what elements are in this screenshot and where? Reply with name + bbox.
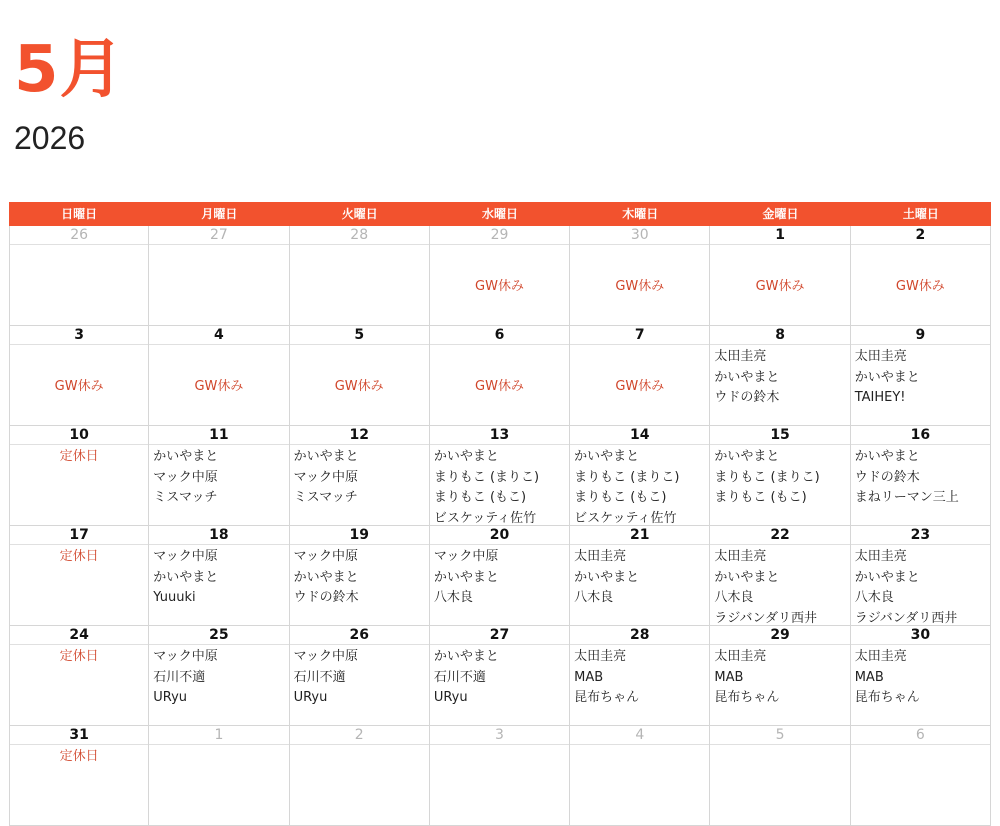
- day-cell[interactable]: [570, 526, 710, 626]
- day-cell[interactable]: [710, 626, 850, 726]
- day-cell[interactable]: [710, 526, 850, 626]
- performer-name: MAB: [714, 669, 744, 685]
- day-number: 31: [10, 726, 148, 745]
- day-number: 10: [10, 426, 148, 445]
- performer-name: マック中原: [293, 469, 359, 485]
- weekday-mon: 月曜日: [201, 207, 238, 221]
- day-cell[interactable]: [149, 326, 289, 426]
- day-number: 7: [570, 326, 709, 345]
- performer-name: かいやまと: [574, 569, 640, 585]
- performer-name: かいやまと: [433, 569, 499, 585]
- day-cell[interactable]: [710, 726, 850, 826]
- performer-name: 昆布ちゃん: [574, 690, 640, 705]
- performer-name: ウドの鈴木: [714, 390, 780, 405]
- day-cell[interactable]: [710, 326, 850, 426]
- day-number: 24: [10, 626, 148, 645]
- performer-name: かいやまと: [574, 449, 640, 464]
- day-cell[interactable]: [149, 626, 289, 726]
- performer-name: かいやまと: [433, 449, 499, 464]
- day-cell[interactable]: [290, 426, 430, 526]
- weekday-wed: 水曜日: [481, 207, 518, 221]
- performer-list: [290, 645, 429, 709]
- weekday-thu: 木曜日: [622, 207, 659, 221]
- day-cell[interactable]: [570, 326, 710, 426]
- performer-name: マック中原: [153, 469, 218, 485]
- day-cell[interactable]: [9, 726, 149, 826]
- calendar-grid: [9, 202, 991, 826]
- performer-name: 太田圭亮: [574, 549, 627, 564]
- week-row: [9, 226, 991, 326]
- performer-name: 太田圭亮: [714, 349, 767, 364]
- performer-list: [570, 445, 709, 526]
- holiday-label: GW休み: [615, 379, 665, 394]
- performer-list: [851, 345, 990, 409]
- day-number: 2: [290, 726, 429, 745]
- day-cell[interactable]: [851, 326, 991, 426]
- performer-name: かいやまと: [153, 569, 219, 585]
- day-cell[interactable]: [710, 226, 850, 326]
- performer-name: 八木良: [433, 590, 473, 605]
- weekday-sat: 土曜日: [902, 207, 939, 221]
- performer-list: [290, 545, 429, 609]
- performer-name: ウドの鈴木: [293, 590, 359, 605]
- week-row: [9, 326, 991, 426]
- performer-name: 太田圭亮: [714, 649, 767, 664]
- performer-list: [851, 445, 990, 509]
- performer-name: かいやまと: [854, 369, 920, 385]
- day-cell[interactable]: [9, 626, 149, 726]
- week-row: [9, 626, 991, 726]
- performer-name: かいやまと: [714, 569, 780, 585]
- performer-list: [430, 545, 569, 609]
- performer-list: [149, 545, 288, 609]
- week-row: [9, 726, 991, 826]
- day-cell[interactable]: [570, 726, 710, 826]
- day-number: 14: [570, 426, 709, 445]
- performer-list: [570, 645, 709, 709]
- day-number: 17: [10, 526, 148, 545]
- weekday-fri: 金曜日: [762, 207, 799, 221]
- closed-day-label: 定休日: [59, 449, 99, 464]
- performer-name: マック中原: [153, 549, 218, 564]
- weekday-sun: 日曜日: [61, 207, 98, 221]
- day-number: 29: [430, 226, 569, 245]
- performer-name: まねリーマン三上: [854, 490, 959, 505]
- performer-name: 太田圭亮: [854, 549, 907, 564]
- day-cell[interactable]: [290, 526, 430, 626]
- performer-name: 石川不適: [433, 669, 486, 685]
- performer-name: ビスケッティ佐竹: [433, 510, 537, 526]
- closed-day-label: 定休日: [59, 549, 99, 564]
- performer-list: [710, 345, 849, 409]
- performer-name: マック中原: [433, 549, 499, 564]
- day-number: 25: [149, 626, 288, 645]
- day-number: 4: [570, 726, 709, 745]
- performer-name: かいやまと: [854, 449, 920, 464]
- performer-name: 八木良: [854, 590, 894, 605]
- day-number: 5: [710, 726, 849, 745]
- holiday-label: GW休み: [615, 279, 665, 294]
- performer-list: [710, 445, 849, 509]
- performer-name: 太田圭亮: [854, 649, 907, 664]
- week-row: [9, 426, 991, 526]
- day-number: 28: [570, 626, 709, 645]
- holiday-label: GW休み: [475, 279, 524, 294]
- day-cell[interactable]: [430, 626, 570, 726]
- closed-day-label: 定休日: [59, 749, 99, 764]
- weeks-container: [9, 226, 991, 826]
- day-cell[interactable]: [851, 426, 991, 526]
- performer-name: まりもこ (もこ): [574, 490, 667, 505]
- day-cell[interactable]: [430, 526, 570, 626]
- performer-name: 昆布ちゃん: [714, 690, 780, 705]
- holiday-label: GW休み: [334, 379, 384, 394]
- day-cell[interactable]: [149, 226, 289, 326]
- day-number: 26: [10, 226, 148, 245]
- year-label: 2026: [14, 120, 86, 156]
- performer-name: URyu: [153, 690, 188, 705]
- weekday-header: [9, 202, 991, 226]
- day-cell[interactable]: [149, 526, 289, 626]
- day-number: 21: [570, 526, 709, 545]
- day-cell[interactable]: [851, 226, 991, 326]
- day-number: 5: [290, 326, 429, 345]
- performer-list: [149, 445, 288, 509]
- performer-name: ウドの鈴木: [854, 469, 920, 485]
- day-cell[interactable]: [9, 526, 149, 626]
- day-number: 23: [851, 526, 990, 545]
- day-number: 8: [710, 326, 849, 345]
- day-cell[interactable]: [9, 226, 149, 326]
- performer-name: MAB: [854, 669, 884, 685]
- day-number: 6: [430, 326, 569, 345]
- day-cell[interactable]: [290, 326, 430, 426]
- holiday-label: GW休み: [54, 379, 104, 394]
- day-cell[interactable]: [430, 426, 570, 526]
- day-cell[interactable]: [570, 226, 710, 326]
- day-cell[interactable]: [290, 626, 430, 726]
- day-number: 3: [10, 326, 148, 345]
- performer-list: [710, 645, 849, 709]
- holiday-label: GW休み: [895, 279, 945, 294]
- day-cell[interactable]: [9, 326, 149, 426]
- performer-name: マック中原: [293, 649, 359, 664]
- weekday-tue: 火曜日: [341, 207, 378, 221]
- performer-list: [149, 645, 288, 709]
- performer-list: [851, 645, 990, 709]
- performer-name: かいやまと: [153, 449, 219, 464]
- performer-name: MAB: [574, 669, 604, 685]
- performer-name: かいやまと: [714, 369, 780, 385]
- performer-list: [710, 545, 849, 626]
- performer-name: ラジバンダリ西井: [854, 610, 958, 626]
- month-title: 5月: [14, 33, 125, 107]
- day-number: 22: [710, 526, 849, 545]
- performer-name: まりもこ (まりこ): [714, 469, 820, 485]
- performer-name: 昆布ちゃん: [854, 690, 920, 705]
- day-number: 9: [851, 326, 990, 345]
- performer-name: かいやまと: [293, 569, 359, 585]
- day-number: 11: [149, 426, 288, 445]
- performer-name: Yuuuki: [153, 590, 196, 605]
- day-cell[interactable]: [710, 426, 850, 526]
- day-number: 28: [290, 226, 429, 245]
- day-number: 18: [149, 526, 288, 545]
- closed-day-label: 定休日: [59, 649, 99, 664]
- performer-name: まりもこ (もこ): [433, 490, 527, 505]
- day-number: 30: [851, 626, 990, 645]
- performer-list: [290, 445, 429, 509]
- performer-name: かいやまと: [293, 449, 359, 464]
- day-cell[interactable]: [430, 726, 570, 826]
- day-number: 12: [290, 426, 429, 445]
- day-cell[interactable]: [570, 426, 710, 526]
- performer-name: 太田圭亮: [574, 649, 627, 664]
- day-cell[interactable]: [430, 326, 570, 426]
- performer-name: マック中原: [153, 649, 218, 664]
- performer-list: [430, 445, 569, 526]
- day-number: 27: [149, 226, 288, 245]
- day-number: 20: [430, 526, 569, 545]
- performer-name: まりもこ (もこ): [714, 490, 807, 505]
- day-cell[interactable]: [149, 426, 289, 526]
- performer-name: ラジバンダリ西井: [714, 610, 817, 626]
- day-number: 4: [149, 326, 288, 345]
- day-cell[interactable]: [290, 226, 430, 326]
- day-cell[interactable]: [851, 626, 991, 726]
- day-number: 2: [851, 226, 990, 245]
- day-cell[interactable]: [149, 726, 289, 826]
- performer-name: かいやまと: [714, 449, 780, 464]
- performer-list: [851, 545, 990, 626]
- performer-list: [570, 545, 709, 609]
- performer-name: かいやまと: [854, 569, 920, 585]
- holiday-label: GW休み: [194, 379, 244, 394]
- holiday-label: GW休み: [755, 279, 805, 294]
- day-number: 30: [570, 226, 709, 245]
- performer-name: TAIHEY!: [854, 390, 906, 405]
- day-number: 3: [430, 726, 569, 745]
- day-number: 6: [851, 726, 990, 745]
- performer-name: マック中原: [293, 549, 359, 564]
- performer-name: 太田圭亮: [714, 549, 767, 564]
- performer-name: URyu: [293, 690, 328, 705]
- day-cell[interactable]: [430, 226, 570, 326]
- performer-list: [430, 645, 569, 709]
- day-number: 1: [710, 226, 849, 245]
- performer-name: 石川不適: [293, 669, 346, 685]
- day-number: 19: [290, 526, 429, 545]
- performer-name: ビスケッティ佐竹: [574, 510, 677, 526]
- performer-name: ミスマッチ: [293, 490, 358, 505]
- performer-name: 八木良: [574, 590, 614, 605]
- day-cell[interactable]: [851, 526, 991, 626]
- day-cell[interactable]: [290, 726, 430, 826]
- performer-name: まりもこ (まりこ): [574, 469, 680, 485]
- day-number: 27: [430, 626, 569, 645]
- day-number: 1: [149, 726, 288, 745]
- performer-name: まりもこ (まりこ): [433, 469, 540, 485]
- day-number: 26: [290, 626, 429, 645]
- performer-name: URyu: [433, 690, 468, 705]
- day-cell[interactable]: [570, 626, 710, 726]
- day-number: 16: [851, 426, 990, 445]
- day-number: 13: [430, 426, 569, 445]
- performer-name: かいやまと: [433, 649, 499, 664]
- day-number: 29: [710, 626, 849, 645]
- day-number: 15: [710, 426, 849, 445]
- day-cell[interactable]: [851, 726, 991, 826]
- performer-name: ミスマッチ: [153, 490, 218, 505]
- holiday-label: GW休み: [475, 379, 524, 394]
- week-row: [9, 526, 991, 626]
- performer-name: 八木良: [714, 590, 754, 605]
- performer-name: 太田圭亮: [854, 349, 907, 364]
- day-cell[interactable]: [9, 426, 149, 526]
- performer-name: 石川不適: [153, 669, 206, 685]
